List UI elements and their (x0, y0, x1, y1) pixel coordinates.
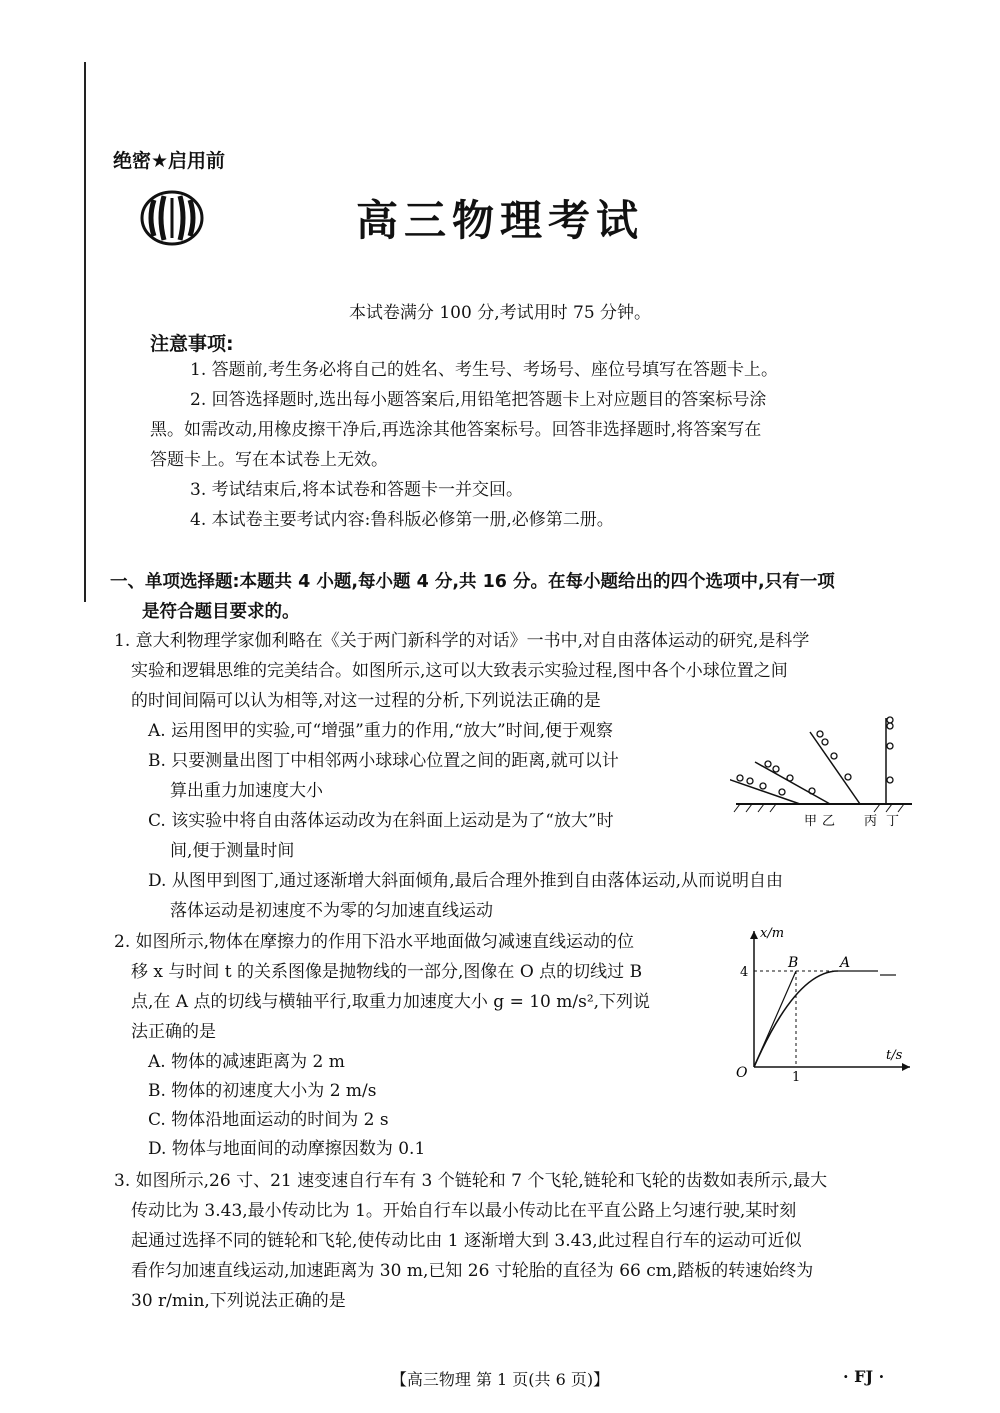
point-a-label: A (840, 955, 851, 971)
q1-option-c: C. 该实验中将自由落体运动改为在斜面上运动是为了“放大”时 (148, 811, 614, 831)
y-tick-label: 4 (740, 965, 749, 980)
question-2-stem: 法正确的是 (131, 1022, 216, 1042)
question-1-stem: 实验和逻辑思维的完美结合。如图所示,这可以大致表示实验过程,图中各个小球位置之间 (131, 661, 788, 681)
notice-heading: 注意事项: (150, 333, 234, 355)
q1-incline-figure (730, 712, 920, 832)
q2-option-a: A. 物体的减速距离为 2 m (148, 1052, 345, 1072)
q1-option-a: A. 运用图甲的实验,可“增强”重力的作用,“放大”时间,便于观察 (148, 721, 614, 741)
q1-option-b-cont: 算出重力加速度大小 (170, 781, 323, 801)
q1-option-d-cont: 落体运动是初速度不为零的匀加速直线运动 (170, 901, 493, 921)
figure-label-yi: 乙 (822, 814, 836, 829)
figure-label-bing: 丙 (864, 814, 878, 829)
q2-option-b: B. 物体的初速度大小为 2 m/s (148, 1081, 377, 1101)
footer-code: · FJ · (843, 1367, 885, 1386)
question-2-stem: 移 x 与时间 t 的关系图像是抛物线的一部分,图像在 O 点的切线过 B (131, 962, 643, 982)
question-2-stem: 2. 如图所示,物体在摩擦力的作用下沿水平地面做匀减速直线运动的位 (114, 932, 635, 952)
q2-option-c: C. 物体沿地面运动的时间为 2 s (148, 1110, 389, 1130)
question-3-stem: 看作匀加速直线运动,加速距离为 30 m,已知 26 寸轮胎的直径为 66 cm,踏板的转速始终为 (131, 1261, 814, 1281)
x-tick-label: 1 (792, 1070, 801, 1085)
page-footer: 【高三物理 第 1 页(共 6 页)】 (390, 1370, 610, 1389)
figure-label-ding: 丁 (886, 814, 900, 829)
notice-item: 黑。如需改动,用橡皮擦干净后,再选涂其他答案标号。回答非选择题时,将答案写在 (150, 420, 762, 440)
question-3-stem: 30 r/min,下列说法正确的是 (131, 1291, 346, 1311)
exam-subtitle: 本试卷满分 100 分,考试用时 75 分钟。 (348, 303, 652, 323)
section-heading-cont: 是符合题目要求的。 (142, 602, 300, 622)
question-3-stem: 3. 如图所示,26 寸、21 速变速自行车有 3 个链轮和 7 个飞轮,链轮和飞轮的齿数如表所示,最大 (114, 1171, 828, 1191)
q2-xt-graph (730, 925, 920, 1085)
q1-option-d: D. 从图甲到图丁,通过逐渐增大斜面倾角,最后合理外推到自由落体运动,从而说明自由 (148, 871, 784, 891)
q2-option-d: D. 物体与地面间的动摩擦因数为 0.1 (148, 1139, 426, 1159)
notice-item: 3. 考试结束后,将本试卷和答题卡一并交回。 (190, 480, 524, 500)
q1-option-b: B. 只要测量出图丁中相邻两小球球心位置之间的距离,就可以计 (148, 751, 619, 771)
y-axis-label: x/m (760, 926, 785, 941)
notice-item: 答题卡上。写在本试卷上无效。 (150, 450, 388, 470)
notice-item: 2. 回答选择题时,选出每小题答案后,用铅笔把答题卡上对应题目的答案标号涂 (190, 390, 767, 410)
point-b-label: B (788, 955, 799, 971)
question-2-stem: 点,在 A 点的切线与横轴平行,取重力加速度大小 g = 10 m/s²,下列说 (131, 992, 651, 1012)
figure-label-jia: 甲 (804, 814, 818, 829)
question-3-stem: 传动比为 3.43,最小传动比为 1。开始自行车以最小传动比在平直公路上匀速行驶,某时刻 (131, 1201, 797, 1221)
x-axis-label: t/s (886, 1048, 903, 1063)
question-3-stem: 起通过选择不同的链轮和飞轮,使传动比由 1 逐渐增大到 3.43,此过程自行车的运动可近似 (131, 1231, 802, 1251)
binding-margin-line (84, 62, 86, 602)
question-1-stem: 的时间间隔可以认为相等,对这一过程的分析,下列说法正确的是 (131, 691, 601, 711)
notice-item: 4. 本试卷主要考试内容:鲁科版必修第一册,必修第二册。 (190, 510, 614, 530)
q1-option-c-cont: 间,便于测量时间 (170, 841, 295, 861)
origin-label: O (736, 1065, 748, 1081)
notice-item: 1. 答题前,考生务必将自己的姓名、考生号、考场号、座位号填写在答题卡上。 (190, 360, 779, 380)
question-1-stem: 1. 意大利物理学家伽利略在《关于两门新科学的对话》一书中,对自由落体运动的研究,是科学 (114, 631, 810, 651)
exam-title: 高三物理考试 (355, 196, 644, 245)
section-heading: 一、单项选择题:本题共 4 小题,每小题 4 分,共 16 分。在每小题给出的四个选项中,只有一项 (110, 572, 835, 592)
secret-label: 绝密★启用前 (113, 150, 226, 172)
